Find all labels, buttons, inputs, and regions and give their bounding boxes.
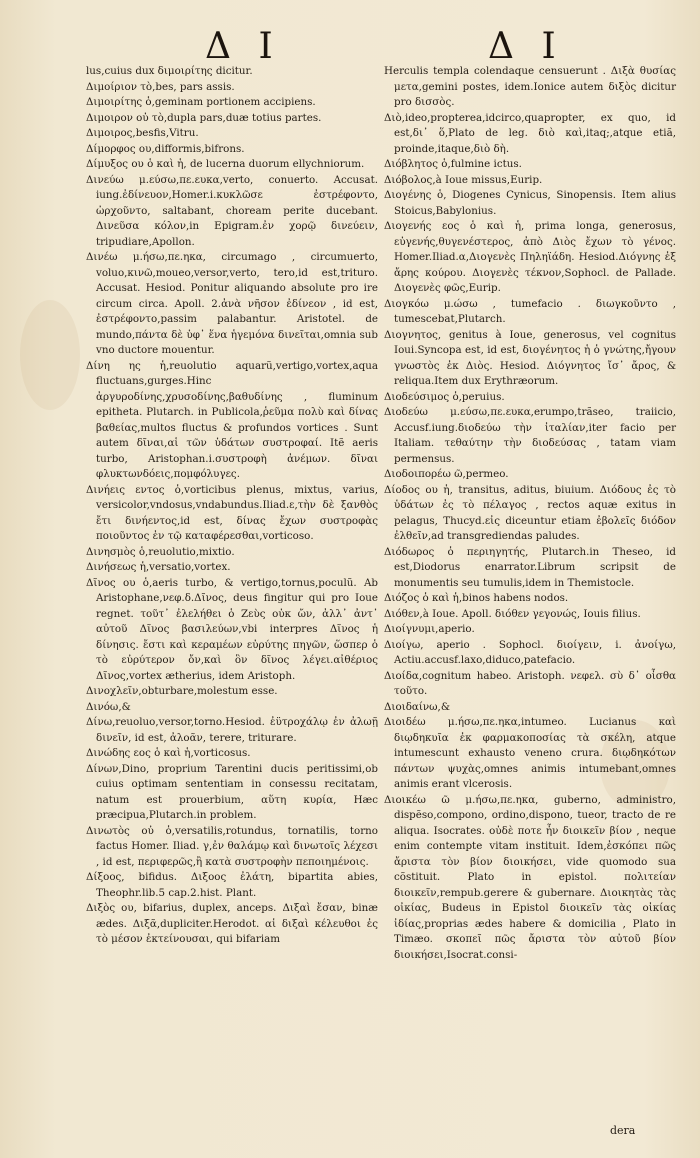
dictionary-entry: Διμοιρος,besfis,Vitru.	[86, 127, 199, 139]
dictionary-entry: Δινωτὸς οὐ ὁ,versatilis,rotundus, tornatilis, torno factus Homer. Iliad. γ,ἐν θαλάμῳ καὶ δινωτοῖς λέχεσι , id est, περιφερῶς,ἢ κατὰ συστροφὴν πεποιημένοις.	[86, 824, 378, 868]
dictionary-entry: Δινόω,&	[86, 700, 131, 713]
dictionary-entry: Διοιδέω μ.ήσω,πε.ηκα,intumeo. Lucianus καὶ διῳδηκυῖα ἐκ φαρμακοποσίας τὰ σκέλη, atque intumescunt exhausto veneno crura. διῳδηκότων πάντων ψυχὰς,omnes animis intumebant,omnes animis erant vlcerosis.	[384, 716, 676, 790]
dictionary-entry: Διοδεύω μ.εύσω,πε.ευκα,erumpo,trãseo, traiicio, Accusf.iung.διοδεύω τὴν ἰταλίαν,iter facio per Italiam. τεθαύτην τὴν διοδεύσας , tatam viam permensus.	[384, 406, 676, 465]
left-column	[86, 64, 378, 948]
dictionary-entry: Διοίδα,cognitum habeo. Aristoph. νεφελ. σὺ δ᾽ οἶσθα τοῦτο.	[384, 669, 676, 697]
dictionary-entry: Δινεύω μ.εύσω,πε.ευκα,verto, conuerto. Accusat. iung.ἐδίνευον,Homer.i.κυκλῶσε ἐστρέφοντο, ὠρχοῦντο, saltabant, choream perite ducebant. Δινεῦσα κόλον,in Epigram.ἐν χορῷ δινεύειν, tripudiare,Apollon.	[86, 173, 378, 248]
dictionary-entry: Δινήεις εντος ὁ,vorticibus plenus, mixtus, varius, versicolor,vndosus,vndabundus.Iliad.ε,τὴν δὲ ξανθὸς ἔτι δινήεντος,id est, δίνας ἔχων συστροφὰς ποιοῦντος ἐν τῷ καταφέρεσθαι,vorticosο.	[86, 483, 378, 542]
dictionary-entry: Δινοχλεῖν,obturbare,molestum esse.	[86, 685, 278, 697]
dictionary-entry: Διόβλητος ὁ,fulmine ictus.	[384, 158, 522, 170]
right-column	[384, 64, 676, 963]
dictionary-entry: lus,cuius dux διμοιρίτης dicitur.	[86, 65, 253, 77]
dictionary-entry: Διοδοιπορέω ῶ,permeo.	[384, 468, 509, 480]
dictionary-entry: Διοίγνυμι,aperio.	[384, 623, 475, 635]
dictionary-entry: Herculis templa colendaque censuerunt . Διξὰ θυσίας μετα,gemini postes, idem.Ionice autem διξὸς dicitur pro δισσὸς.	[384, 65, 676, 108]
dictionary-entry: Διογενής εος ὁ καὶ ἡ, prima longa, generosus, εὐγενής,θυγενέστερος, ἀπὸ Διὸς ἔχων τὸ γένος. Homer.Iliad.α,Διογενὲς Πηληϊάδη. Hesiod.Διόγνης ἐξ ἄρης κούρου. Διογενὲς τέκνον,Sophocl. de Pallade. Διογενὲς φῶς,Eurip.	[384, 220, 676, 294]
paper-stain	[20, 300, 80, 410]
dictionary-entry: Δίνη ης ἡ,reuolutio aquarũ,vertigo,vortex,aqua fluctuans,gurges.Hinc ἀργυροδίνης,χρυσοδίνης,βαθυδίνης , fluminum epitheta. Plutarch. in Publicola,ῥεῦμα πολὺ καὶ δίνας βαθείας,multos fluctus & profundos vortices . Sunt autem δῖναι,αἱ τῶν ὑδάτων συστροφαί. Itẽ aeris turbo, Aristophan.i.συστροφὴ ἀνέμων. δῖναι φλυκτωνδόεις,πομφόλυγες.	[86, 359, 378, 480]
dictionary-entry: Δίξοος, bifidus. Διξοος ἐλάτη, bipartita abies, Theophr.lib.5 cap.2.hist. Plant.	[86, 871, 378, 899]
dictionary-entry: Διόζος ὁ καὶ ἡ,binos habens nodos.	[384, 592, 569, 604]
dictionary-entry: Διόθεν,à Ioue. Apoll. διόθεν γεγονώς, Iouis filius.	[384, 607, 641, 620]
dictionary-entry: Διογνητος, genitus à Ioue, generosus, vel cognitus Ioui.Syncopa est, id est, διογένητος ἡ ὁ γνώτης,ἤγουν γνωστὸς ἐκ Διὸς. Hesiod. Διόγνητος ἴσ᾽ ἄρος, & reliqua.Item dux Erythræorum.	[384, 328, 676, 387]
dictionary-entry: Δινησμὸς ὁ,reuolutio,mixtio.	[86, 545, 235, 558]
dictionary-entry: Διοδεύσιμος ὁ,peruius.	[384, 390, 505, 403]
dictionary-entry: Διόβολος,à Ioue missus,Eurip.	[384, 173, 543, 186]
running-head-right: Δ Ι	[488, 26, 564, 67]
dictionary-entry: Δῖνος ου ὁ,aeris turbo, & vertigo,tornus,poculũ. Ab Aristophane,νεφ.δ.Δῖνος, deus fingitur qui pro Ioue regnet. τοῦτ᾽ ἐλελήθει ὁ Ζεὺς οὐκ ὤν, ἀλλ᾽ ἀντ᾽ αὐτοῦ Δῖνος βασιλεύων,vbi interpres Δῖνος ἡ δίνησις. ἔστι καὶ κεραμέων εὐρύτης πηγῶν, ὥσπερ ὁ τὸ εὐρύτερον ὄν,καὶ ὃν δῖνος λέγει.αἰθέριος Δῖνος,vortex ætherius, idem Aristoph.	[86, 576, 378, 682]
dictionary-entry: Δίμυξος ου ὁ καὶ ἡ, de lucerna duorum ellychniorum.	[86, 158, 365, 170]
dictionary-entry: Διξὸς ου, bifarius, duplex, anceps. Διξαὶ ἔσαν, binæ ædes. Διξᾶ,dupliciter.Herodot. αἱ διξαὶ κέλευθοι ἐς τὸ μέσον ἐκτείνουσαι, qui bifariam	[86, 902, 378, 945]
dictionary-entry: Δίμορφος ου,difformis,bifrons.	[86, 142, 245, 155]
dictionary-entry: Διόδωρος ὁ περιηγητής, Plutarch.in Theseo, id est,Diodorus enarrator.Librum scripsit de monumentis seu tumulis,idem in Themistocle.	[384, 545, 676, 589]
dictionary-entry: Διμοίριον τὸ,bes, pars assis.	[86, 80, 235, 93]
dictionary-entry: Δίνων,Dino, proprium Tarentini ducis peritissimi,ob cuius optimam sententiam in consessu recitatam, natum est prouerbium, αὕτη κυρία, Hæc præcipua,Plutarch.in problem.	[86, 762, 378, 821]
dictionary-entry: Δινέω μ.ήσω,πε.ηκα, circumago , circumuerto, voluo,κινῶ,moueo,versor,verto, tero,id est,triturο. Accusat. Hesiod. Ponitur aliquando absolute pro ire circum circa. Apoll. 2.ἀνὰ νῆσον ἐδίνεον , id est, ἐστρέφοντο,passim palabantur. Aristotel. de mundo,πάντα δὲ ὑφ᾽ ἕνα ἡγεμόνα δινεῖται,omnia sub vno ductore mouentur.	[86, 251, 378, 356]
dictionary-entry: Δινώδης εος ὁ καὶ ἡ,vorticosus.	[86, 747, 251, 759]
dictionary-entry: Δίνω,reuoluo,versor,torno.Hesiod. ἐϋτροχάλῳ ἐν ἀλωῇ δινεῖν, id est, ἀλοᾶν, terere, triturare.	[86, 716, 378, 744]
dictionary-entry: Δίοδος ου ἡ, transitus, aditus, biuium. Διόδους ἐς τὸ ὑδάτων ἐς τὸ πέλαγος , rectos aquæ exitus in pelagus, Thucyd.εἰς diceuntur etiam ἐβολεῖς διόδον ἐλθεῖν,ad transgrediendas paludes.	[384, 483, 676, 542]
dictionary-entry: Διμοιρίτης ὁ,geminam portionem accipiens.	[86, 96, 316, 108]
catchword: dera	[610, 1124, 636, 1137]
dictionary-entry: Διογένης ὁ, Diogenes Cynicus, Sinopensis. Item alius Stoicus,Babylonius.	[384, 189, 676, 217]
dictionary-entry: Διογκόω μ.ώσω , tumefacio . διωγκοῦντο , tumescebat,Plutarch.	[384, 297, 676, 325]
dictionary-entry: Διοιδαίνω,&	[384, 700, 450, 713]
dictionary-entry: Διὸ,ideo,propterea,idcirco,quapropter, ex quo, id est,δι᾽ ὅ,Plato de leg. διὸ καὶ,itaq;,atque etiã, proinde,itaque,διὸ δὴ.	[384, 111, 676, 155]
dictionary-entry: Διμοιρον οὐ τὸ,dupla pars,duæ totius partes.	[86, 111, 322, 124]
dictionary-entry: Δινήσεως ἡ,versatio,vortex.	[86, 561, 231, 573]
dictionary-entry: Διοικέω ῶ μ.ήσω,πε.ηκα, guberno, administro, dispẽso,compono, ordino,dispono, tueor, tracto de re aliqua. Isocrates. οὐδὲ ποτε ἦν διοικεῖν βίον , neque enim contempte vitam instituit. Idem,ἐσκόπει πῶς ἄριστα τὸν βίον διοικήσει, vide quomodo sua cõstituit. Plato in epistol. πολιτείαν διοικεῖν,rempub.gerere & gubernare. Διοικητὰς τὰς οἰκίας, Budeus in Epistol διοικεῖν τὰς οἰκίας ἰδίας,proprias ædes habere & domicilia , Plato in Timæo. σκοπεῖ πῶς ἄριστα τὸν αὐτοῦ βίον διοικήσει,Isocrat.consi-	[384, 793, 676, 961]
dictionary-entry: Διοίγω, aperio . Sophocl. διοίγειν, i. ἀνοίγω, Actiu.accusf.laxo,diduco,patefacio.	[384, 638, 676, 666]
running-head-left: Δ Ι	[205, 26, 281, 67]
